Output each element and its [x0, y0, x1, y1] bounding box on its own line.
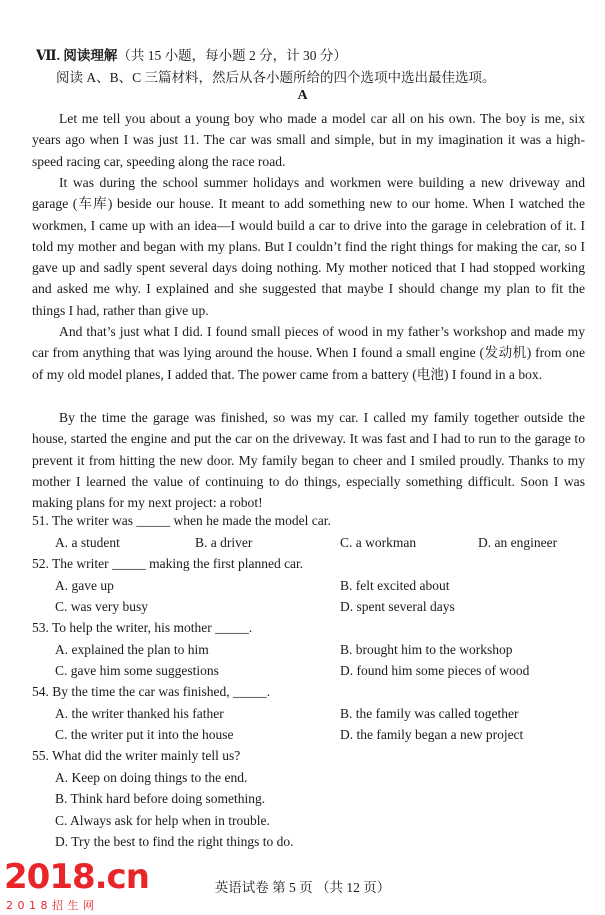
question-52-option-d[interactable]: D. spent several days	[340, 599, 455, 614]
question-55-option-a[interactable]: A. Keep on doing things to the end.	[55, 770, 248, 785]
question-53-stem: 53. To help the writer, his mother _____.	[32, 620, 253, 635]
question-51-option-a[interactable]: A. a student	[55, 535, 120, 550]
question-54-stem: 54. By the time the car was finished, _____.	[32, 684, 271, 699]
section-note: （共 15 小题，每小题 2 分，计 30 分）	[117, 48, 347, 63]
question-55-option-d[interactable]: D. Try the best to find the right things to do.	[55, 834, 294, 849]
site-watermark-logo	[4, 857, 164, 915]
section-heading	[36, 44, 347, 64]
question-53-option-c[interactable]: C. gave him some suggestions	[55, 663, 219, 678]
section-number: Ⅶ.	[36, 48, 60, 63]
question-51-option-c[interactable]: C. a workman	[340, 535, 417, 550]
watermark-sub-text: 2018招生网	[6, 899, 99, 912]
watermark-main-text: 2018.cn	[4, 857, 149, 897]
section-name: 阅读理解	[63, 48, 118, 63]
passage-paragraph-2: It was during the school summer holidays and workmen were building a new driveway and garage (车库) beside our house. It meant to add something new to our home. When I watched the workmen, I came up with an idea—I would build a car to drive into the garage in celebration of it. I told my mother and began with my plans. But I couldn’t find the right things for making the car, so I gave up and sadly spent several days doing nothing. My mother noticed that I had stopped working and asked me why. I explained and she suggested that maybe I should change my plan to fit the things I had, rather than give up.	[32, 175, 585, 318]
question-55-option-c[interactable]: C. Always ask for help when in trouble.	[55, 813, 270, 828]
question-54-option-c[interactable]: C. the writer put it into the house	[55, 727, 234, 742]
section-instruction: 阅读 A、B、C 三篇材料，然后从各小题所给的四个选项中选出最佳选项。	[56, 70, 496, 85]
question-53-option-b[interactable]: B. brought him to the workshop	[340, 642, 513, 657]
question-52-option-b[interactable]: B. felt excited about	[340, 578, 450, 593]
question-53-option-d[interactable]: D. found him some pieces of wood	[340, 663, 530, 678]
passage-paragraph-1: Let me tell you about a young boy who made a model car all on his own. The boy is me, six years ago when I was just 11. The car was small and simple, but in my imagination it was a high-speed racing car, speeding along the race road.	[32, 111, 585, 169]
question-52-stem: 52. The writer _____ making the first planned car.	[32, 556, 304, 571]
page-footer: 英语试卷 第 5 页 （共 12 页）	[214, 880, 391, 895]
question-51-stem: 51. The writer was _____ when he made the model car.	[32, 513, 331, 528]
question-54-option-a[interactable]: A. the writer thanked his father	[55, 706, 224, 721]
passage-paragraph-3: And that’s just what I did. I found small pieces of wood in my father’s workshop and made my car from anything that was lying around the house. When I found a small engine (发动机) from one of my old model planes, I added that. The power came from a battery (电池) I found in a box.	[32, 324, 585, 382]
question-53-option-a[interactable]: A. explained the plan to him	[55, 642, 209, 657]
question-51-option-b[interactable]: B. a driver	[195, 535, 253, 550]
question-55-stem: 55. What did the writer mainly tell us?	[32, 748, 241, 763]
question-54-option-b[interactable]: B. the family was called together	[340, 706, 519, 721]
question-54-option-d[interactable]: D. the family began a new project	[340, 727, 524, 742]
passage-label: A	[297, 88, 308, 103]
question-52-option-c[interactable]: C. was very busy	[55, 599, 148, 614]
question-55-option-b[interactable]: B. Think hard before doing something.	[55, 791, 266, 806]
question-51-option-d[interactable]: D. an engineer	[478, 535, 558, 550]
question-52-option-a[interactable]: A. gave up	[55, 578, 114, 593]
passage-paragraph-4: By the time the garage was finished, so was my car. I called my family together outside the house, started the engine and put the car on the driveway. It was fast and I had to run to the garage to prevent it from hitting the new door. My family began to cheer and I smiled proudly. Thanks to my mother I learned the value of continuing to do things, especially something difficult. Soon I was making plans for my next project: a robot!	[32, 410, 585, 511]
